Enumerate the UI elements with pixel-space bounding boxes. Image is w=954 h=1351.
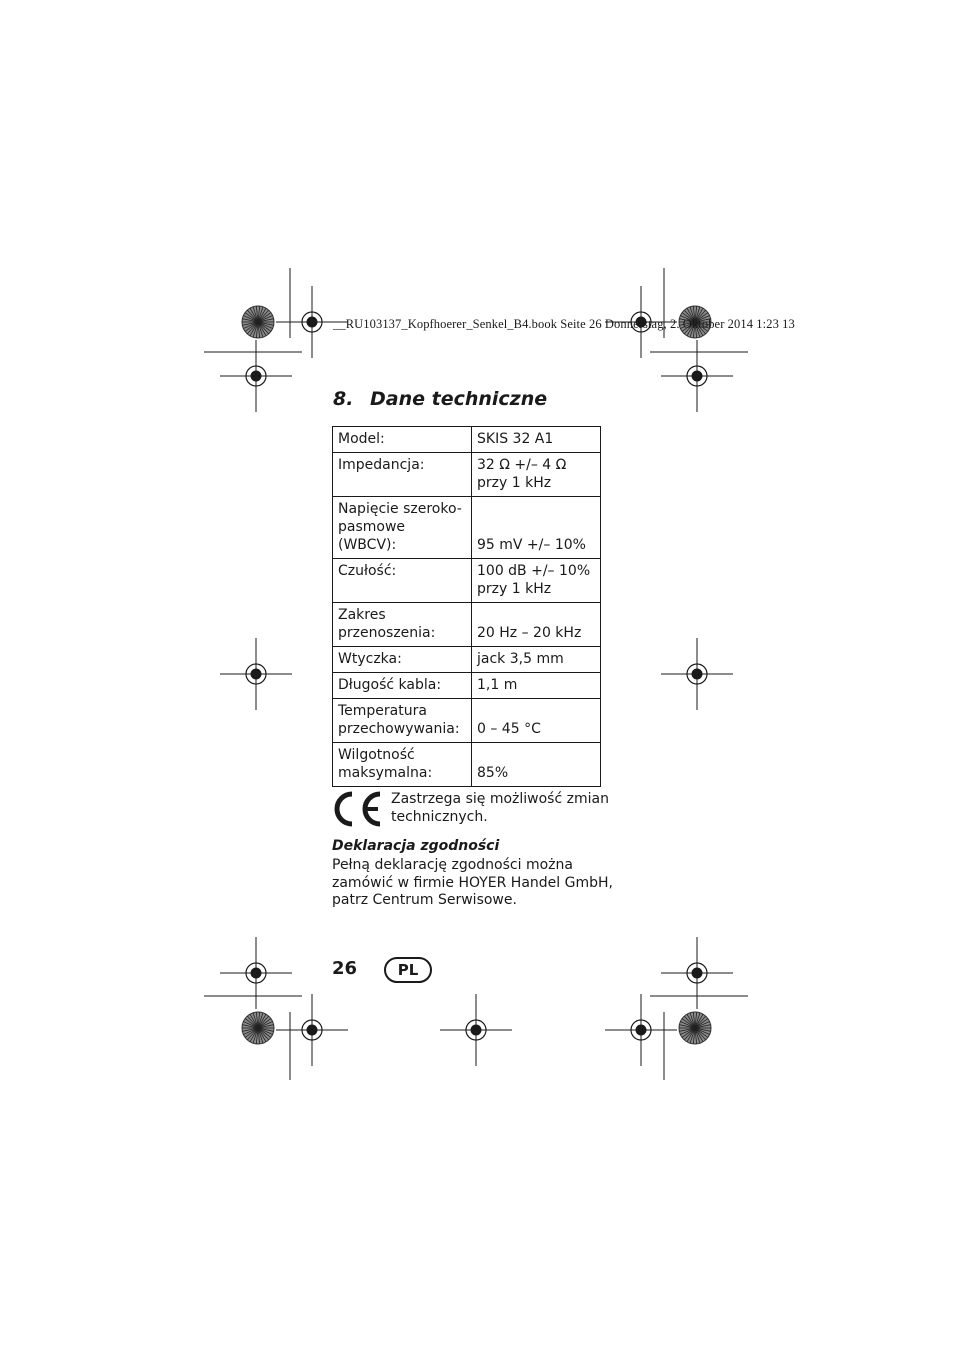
declaration-body (332, 857, 622, 910)
spec-value-line: 1,1 m (477, 677, 518, 693)
declaration-line: patrz Centrum Serwisowe. (332, 892, 517, 908)
spec-value-line: 95 mV +/– 10% (477, 537, 586, 553)
registration-target-icon (440, 994, 512, 1066)
registration-target-icon (220, 937, 292, 1009)
spec-row (333, 647, 601, 673)
spec-key-line: pasmowe (WBCV): (338, 519, 406, 553)
spec-key (333, 647, 472, 673)
spec-key-line: Temperatura (338, 703, 427, 719)
spec-key-line: przechowywania: (338, 721, 460, 737)
spec-value (472, 743, 601, 787)
registration-target-icon (220, 340, 292, 412)
spec-key (333, 699, 472, 743)
ce-note: Zastrzega się możliwość zmian technicznych. (391, 791, 609, 825)
spec-key (333, 427, 472, 453)
spec-key-line: maksymalna: (338, 765, 433, 781)
spec-key-line: Zakres (338, 607, 386, 623)
spec-value-line: 0 – 45 °C (477, 721, 541, 737)
spec-key (333, 603, 472, 647)
spec-value-line: 85% (477, 765, 509, 781)
spec-value-line: przy 1 kHz (477, 581, 552, 597)
registration-starburst-icon (242, 1012, 274, 1044)
spec-key-line: Impedancja: (338, 457, 425, 473)
registration-starburst-icon (679, 1012, 711, 1044)
spec-key-line: Wtyczka: (338, 651, 402, 667)
registration-target-icon (661, 340, 733, 412)
spec-value-line: przy 1 kHz (477, 475, 552, 491)
spec-value (472, 699, 601, 743)
spec-key-line: Model: (338, 431, 385, 447)
declaration-line: Pełną deklarację zgodności można (332, 857, 573, 873)
spec-key-line: przenoszenia: (338, 625, 436, 641)
section-number: 8. (333, 388, 354, 410)
spec-value (472, 559, 601, 603)
spec-value (472, 453, 601, 497)
spec-value (472, 673, 601, 699)
spec-value (472, 497, 601, 559)
spec-key (333, 497, 472, 559)
registration-target-icon (661, 937, 733, 1009)
spec-value-line: jack 3,5 mm (477, 651, 564, 667)
section-title (333, 388, 547, 410)
spec-value-line: 20 Hz – 20 kHz (477, 625, 582, 641)
spec-row (333, 743, 601, 787)
spec-value (472, 647, 601, 673)
spec-key-line: Wilgotność (338, 747, 415, 763)
section-title-text: Dane techniczne (370, 388, 548, 410)
spec-row (333, 699, 601, 743)
registration-starburst-icon (242, 306, 274, 338)
spec-key (333, 743, 472, 787)
print-header: __RU103137_Kopfhoerer_Senkel_B4.book Seite 26 Donnerstag, 2. Oktober 2014 1:23 13 (333, 317, 795, 331)
spec-row (333, 603, 601, 647)
registration-target-icon (220, 638, 292, 710)
registration-target-icon (661, 638, 733, 710)
declaration-title: Deklaracja zgodności (332, 838, 500, 854)
page-number: 26 (332, 958, 358, 979)
spec-value-line: SKIS 32 A1 (477, 431, 554, 447)
spec-row (333, 427, 601, 453)
spec-key-line: Napięcie szeroko- (338, 501, 462, 517)
spec-value-line: 32 Ω +/– 4 Ω (477, 457, 567, 473)
spec-key (333, 559, 472, 603)
spec-key (333, 453, 472, 497)
language-badge: PL (384, 957, 432, 983)
spec-row (333, 453, 601, 497)
spec-key-line: Czułość: (338, 563, 397, 579)
spec-value-line: 100 dB +/– 10% (477, 563, 591, 579)
registration-target-icon (276, 994, 348, 1066)
ce-mark-icon (332, 789, 384, 829)
spec-row (333, 559, 601, 603)
registration-target-icon (605, 994, 677, 1066)
spec-row (333, 673, 601, 699)
spec-table (332, 426, 601, 787)
declaration-line: zamówić w firmie HOYER Handel GmbH, (332, 874, 613, 891)
spec-value (472, 427, 601, 453)
spec-key-line: Długość kabla: (338, 677, 442, 693)
spec-value (472, 603, 601, 647)
spec-key (333, 673, 472, 699)
spec-row (333, 497, 601, 559)
